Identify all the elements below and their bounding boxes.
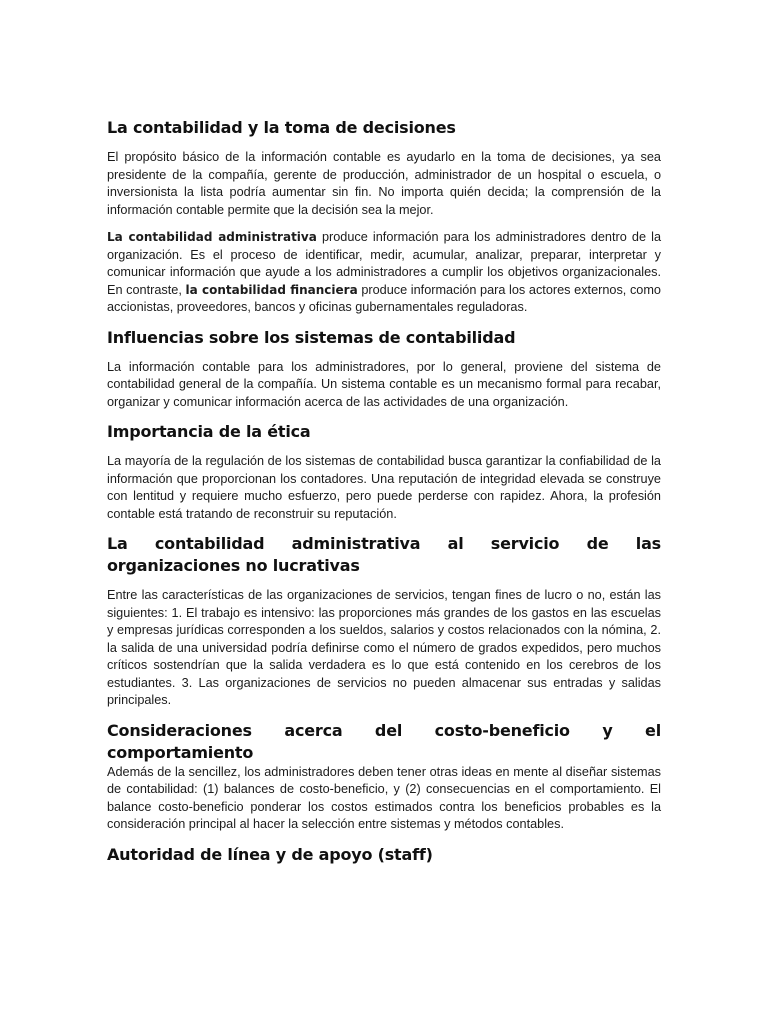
heading-influencias: Influencias sobre los sistemas de contabilidad <box>107 327 516 347</box>
paragraph-proposito: El propósito básico de la información contable es ayudarlo en la toma de decisiones, ya sea presidente de la compañía, gerente de producción, administrador de un hospital o escuela, o inversionista la lista podría aumentar sin fin. No importa quién decida; la comprensión de la información contable permite que la decisión sea la mejor. <box>107 150 661 217</box>
paragraph-text: produce información para los administradores dentro de la organización. Es el proceso de identificar, medir, acumular, analizar, preparar, interpretar y comunicar información que ayude a los administradores a cumplir los objetivos organizacionales. En contraste, <box>107 230 661 297</box>
paragraph-influencias: La información contable para los administradores, por lo general, proviene del sistema de contabilidad general de la compañía. Un sistema contable es un mecanismo formal para recabar, organizar y comunicar información acerca de las actividades de una organización. <box>107 359 661 409</box>
heading-etica: Importancia de la ética <box>107 422 311 441</box>
paragraph-no-lucrativas: Entre las características de las organizaciones de servicios, tengan fines de lucro o no, están las siguientes: 1. El trabajo es intensivo: las proporciones más grandes de los gastos en las escuelas y empresas jurídicas corresponden a los sueldos, salarios y costos relacionados con la nómina, 2. la salida de una universidad podría definirse como el número de grados expedidos, pero muchos críticos sostendrían que la salida verdadera es lo que está contenido en los cerebros de los estudiantes. 3. Las organizaciones de servicios no pueden almacenar sus entradas y salidas principales. <box>107 588 661 707</box>
heading-no-lucrativas: La contabilidad administrativa al servicio de las organizaciones no lucrativas <box>107 534 661 575</box>
heading-contabilidad-toma-decisiones: La contabilidad y la toma de decisiones <box>107 118 456 137</box>
paragraph-etica: La mayoría de la regulación de los sistemas de contabilidad busca garantizar la confiabilidad de la información que proporcionan los contadores. Una reputación de integridad elevada se construye con lentitud y requiere mucho esfuerzo, pero puede perderse con rapidez. Ahora, la profesión contable está tratando de reconstruir su reputación. <box>107 454 661 521</box>
paragraph-text: produce información para los actores externos, como accionistas, proveedores, bancos y oficinas gubernamentales reguladoras. <box>107 282 661 314</box>
paragraph-costo-beneficio: Además de la sencillez, los administradores deben tener otras ideas en mente al diseñar sistemas de contabilidad: (1) balances de costo-beneficio, y (2) consecuencias en el comportamiento. El balance costo-beneficio ponderar los costos estimados contra los beneficios probables es la consideración principal al hacer la selección entre sistemas y métodos contables. <box>107 764 661 831</box>
heading-autoridad: Autoridad de línea y de apoyo (staff) <box>107 844 433 864</box>
document-body <box>107 117 661 876</box>
paragraph-contabilidad-administrativa <box>107 229 661 317</box>
bold-term-contabilidad-financiera: la contabilidad financiera <box>185 282 358 297</box>
heading-costo-beneficio: Consideraciones acerca del costo-beneficio y el comportamiento <box>107 720 661 762</box>
bold-term-contabilidad-administrativa: La contabilidad administrativa <box>107 230 317 244</box>
